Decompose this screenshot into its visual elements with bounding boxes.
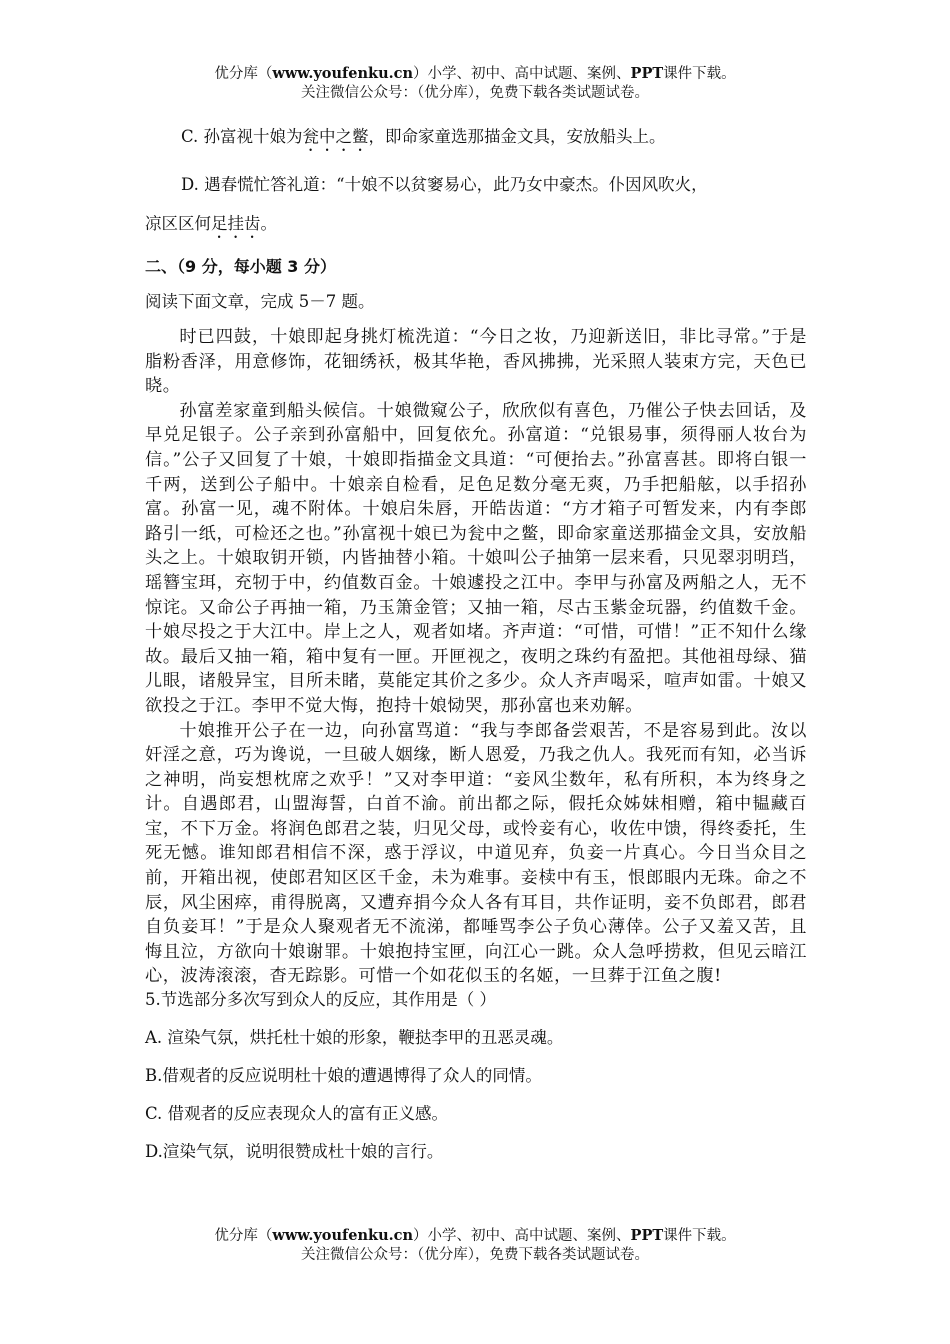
header-mid: ）小学、初中、高中试题、案例、 <box>413 66 631 82</box>
question-5-choice-b: B.借观者的反应说明杜十娘的遭遇博得了众人的同情。 <box>145 1066 542 1086</box>
section-instruction: 阅读下面文章，完成 5－7 题。 <box>145 292 375 311</box>
page-content <box>145 118 807 1163</box>
header-line-2: 关注微信公众号：（优分库），免费下载各类试题试卷。 <box>301 85 649 101</box>
footer-suffix: 课件下载。 <box>663 1228 736 1244</box>
prev-option-d-dotted: 足挂齿 <box>211 214 261 233</box>
question-5-stem: 5.节选部分多次写到众人的反应，其作用是（ ） <box>145 990 496 1010</box>
prev-option-c-prefix: C. 孙富视十娘为 <box>181 127 303 146</box>
prev-option-d-line1: D. 遇春慌忙答礼道：“十娘不以贫窭易心，此乃女中豪杰。仆因风吹火， <box>181 175 708 194</box>
header-line-1 <box>0 64 950 84</box>
passage-paragraph-3: 十娘推开公子在一边，向孙富骂道：“我与李郎备尝艰苦，不是容易到此。汝以奸淫之意，巧为谗说，一旦破人姻缘，断人恩爱，乃我之仇人。我死而有知，必当诉之神明，尚妄想枕席之欢乎！”又对李甲道：“妾风尘数年，私有所积，本为终身之计。自遇郎君，山盟海誓，白首不渝。前出都之际，假托众姊妹相赠，箱中韫藏百宝，不下万金。将润色郎君之装，归见父母，或怜妾有心，收佐中馈，得终委托，生死无憾。谁知郎君相信不深，惑于浮议，中道见弃，负妾一片真心。今日当众目之前，开箱出视，使郎君知区区千金，未为难事。妾椟中有玉，恨郎眼内无珠。命之不辰，风尘困瘁，甫得脱离，又遭弃捐今众人各有耳目，共作证明，妾不负郎君，郎君自负妾耳！”于是众人聚观者无不流涕，都唾骂李公子负心薄倖。公子又羞又苦，且悔且泣，方欲向十娘谢罪。十娘抱持宝匣，向江心一跳。众人急呼捞救，但见云暗江心，波涛滚滚，杳无踪影。可惜一个如花似玉的名姬，一旦葬于江鱼之腹! <box>145 720 807 987</box>
footer-site-url: www.youfenku.cn <box>272 1227 414 1244</box>
section-title: 二、（9 分，每小题 3 分） <box>145 257 336 276</box>
footer-ppt: PPT <box>630 1227 664 1244</box>
header-prefix: 优分库（ <box>214 66 273 82</box>
prev-option-d-suffix: 。 <box>260 214 277 233</box>
prev-option-c <box>145 126 807 155</box>
page-footer <box>0 1226 950 1265</box>
page-header <box>0 64 950 103</box>
header-site-url: www.youfenku.cn <box>272 65 414 82</box>
footer-mid: ）小学、初中、高中试题、案例、 <box>413 1228 631 1244</box>
prev-option-d-line2 <box>145 213 807 242</box>
footer-line-2: 关注微信公众号：（优分库），免费下载各类试题试卷。 <box>301 1247 649 1263</box>
header-suffix: 课件下载。 <box>663 66 736 82</box>
footer-prefix: 优分库（ <box>214 1228 273 1244</box>
header-ppt: PPT <box>630 65 664 82</box>
reading-passage <box>145 325 807 989</box>
prev-option-c-suffix: ，即命家童选那描金文具，安放船头上。 <box>368 127 666 146</box>
question-5-choice-c: C. 借观者的反应表现众人的富有正义感。 <box>145 1104 449 1124</box>
footer-line-1 <box>0 1226 950 1246</box>
passage-paragraph-1: 时已四鼓，十娘即起身挑灯梳洗道：“今日之妆，乃迎新送旧，非比寻常。”于是脂粉香泽，用意修饰，花钿绣袄，极其华艳，香风拂拂，光采照人装束方完，天色已晓。 <box>145 327 807 397</box>
prev-option-c-dotted: 瓮中之鳖 <box>302 127 369 146</box>
question-5-choice-d: D.渲染气氛，说明很赞成杜十娘的言行。 <box>145 1142 444 1162</box>
prev-option-d-prefix: 凉区区何 <box>145 214 211 233</box>
question-5-choice-a: A. 渲染气氛，烘托杜十娘的形象，鞭挞李甲的丑恶灵魂。 <box>145 1028 564 1048</box>
passage-paragraph-2: 孙富差家童到船头候信。十娘微窥公子，欣欣似有喜色，乃催公子快去回话，及早兑足银子。公子亲到孙富船中，回复依允。孙富道：“兑银易事，须得丽人妆台为信。”公子又回复了十娘，十娘即指描金文具道：“可便抬去。”孙富喜甚。即将白银一千两，送到公子船中。十娘亲自检看，足色足数分毫无爽，乃手把船舷，以手招孙富。孙富一见，魂不附体。十娘启朱唇，开皓齿道：“方才箱子可暂发来，内有李郎路引一纸，可检还之也。”孙富视十娘已为瓮中之鳖，即命家童送那描金文具，安放船头之上。十娘取钥开锁，内皆抽替小箱。十娘叫公子抽第一层来看，只见翠羽明珰，瑶簪宝珥，充牣于中，约值数百金。十娘遽投之江中。李甲与孙富及两船之人，无不惊诧。又命公子再抽一箱，乃玉箫金管；又抽一箱，尽古玉紫金玩器，约值数千金。十娘尽投之于大江中。岸上之人，观者如堵。齐声道：“可惜，可惜！”正不知什么缘故。最后又抽一箱，箱中复有一匣。开匣视之，夜明之珠约有盈把。其他祖母绿、猫儿眼，诸般异宝，目所未睹，莫能定其价之多少。众人齐声喝采，喧声如雷。十娘又欲投之于江。李甲不觉大悔，抱持十娘恸哭，那孙富也来劝解。 <box>145 400 807 716</box>
